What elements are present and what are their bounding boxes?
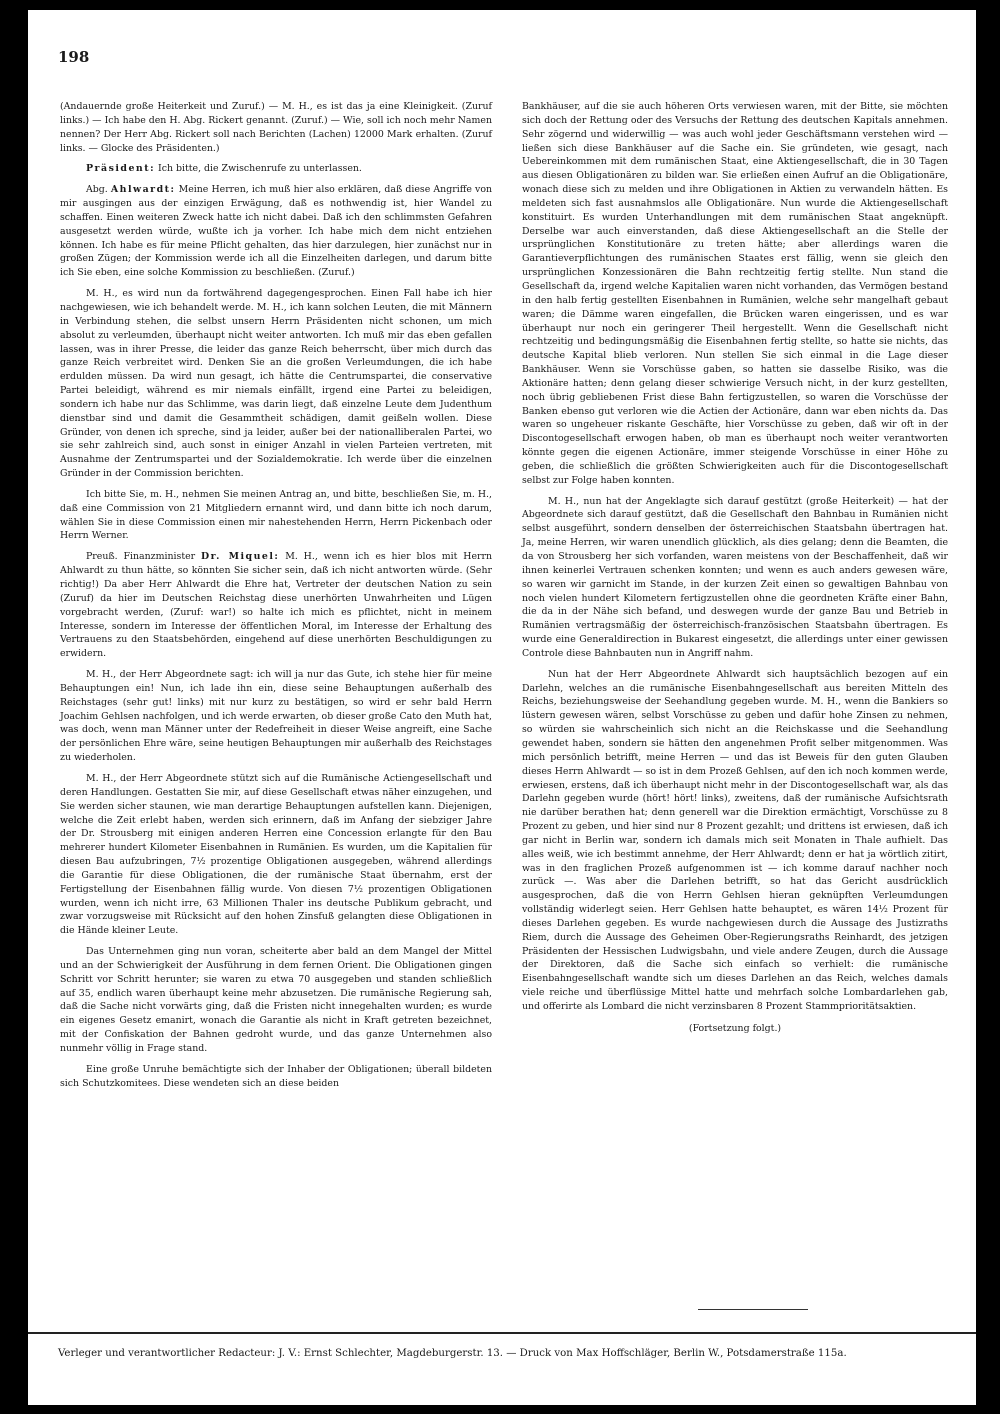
footer-divider — [28, 1332, 976, 1334]
paragraph-text: Ich bitte Sie, m. H., nehmen Sie meinen Antrag an, und bitte, beschließen Sie, m. H., daß eine Commission von 21 Mitgliedern ernannt wird, und dann bitte ich noch darum, wählen Sie in diese Commission einen mir nahestehenden Herrn, Herrn Pickenbach oder Herrn Werner. — [60, 488, 492, 542]
paragraph-text: M. H., nun hat der Angeklagte sich darauf gestützt (große Heiterkeit) — hat der Abgeordnete sich darauf gestützt, daß die Gesellschaft den Bahnbau in Rumänien nicht selbst ausgeführt, sondern denselben der österreichischen Staatsbahn übertragen hat. Ja, meine Herren, wir waren unendlich glücklich, als dies gelang; denn die Beamten, die da von Strousberg her sich vorfanden, waren meistens von der Beschaffenheit, daß wir ihnen keinerlei Vertrauen schenken konnten; und wenn es auch anders gewesen wäre, so waren wir garnicht im Stande, in der kurzen Zeit einen so gewaltigen Bahnbau von noch vielen hundert Kilometern fertigzustellen ohne die geordneten Kräfte einer Bahn, die da in der Nähe sich befand, und deswegen wurde der ganze Bau und Betrieb in Rumänien vertragsmäßig der österreichisch-französischen Staatsbahn übertragen. Es wurde eine Generaldirection in Bukarest eingesetzt, die allerdings unter einer gewissen Controle diese Bahnbauten nun in Angriff nahm. — [522, 495, 948, 659]
paragraph — [60, 550, 492, 661]
speaker-name: Ahlwardt: — [110, 184, 176, 196]
paragraph-text: Meine Herren, ich muß hier also erklären, daß diese Angriffe von mir ausgingen aus der einzigen Erwägung, daß es nothwendig ist, hier Wandel zu schaffen. Einen weiteren Zweck hatte ich nicht dabei. Daß ich den schlimmsten Gefahren ausgesetzt werden würde, wußte ich ja vorher. Ich habe mich dem nicht entziehen können. Ich habe es für meine Pflicht gehalten, das hier darzulegen, hier zunächst nur in großen Zügen; der Kommission werde ich all die Einzelheiten darlegen, und darum bitte ich Sie eben, eine solche Kommission zu beschließen. (Zuruf.) — [60, 184, 493, 279]
paragraph-text: Ich bitte, die Zwischenrufe zu unterlassen. — [155, 163, 362, 175]
paragraph — [60, 183, 492, 280]
paragraph-text: M. H., der Herr Abgeordnete sagt: ich will ja nur das Gute, ich stehe hier für meine Behauptungen ein! Nun, ich lade ihn ein, diese seine Behauptungen außerhalb des Reichstages (sehr gut! links) mit nur kurz zu bestätigen, so wird er sehr bald Herrn Joachim Gehlsen nachfolgen, und ich werde erwarten, ob dieser große Cato den Muth hat, was doch, wenn man Männer unter der Redefreiheit in dieser Weise angreift, eine Sache der persönlichen Ehre wäre, seine heutigen Behauptungen mir außerhalb des Reichstages zu wiederholen. — [60, 669, 492, 764]
page-number: 198 — [58, 48, 90, 66]
paragraph-text: Bankhäuser, auf die sie auch höheren Orts verwiesen waren, mit der Bitte, sie möchten sich doch der Rettung oder des Versuchs der Rettung des deutschen Kapitals annehmen. Sehr zögernd und widerwillig — was auch wohl jeder Geschäftsmann verstehen wird — ließen sich diese Bankhäuser auf die Sache ein. Sie gründeten, wie gesagt, nach Uebereinkommen mit dem rumänischen Staat, eine Aktiengesellschaft, die in 30 Tagen aus diesen Obligationären zu bilden war. Sie erließen einen Aufruf an die Obligationäre, wonach diese sich zu melden und ihre Obligationen in Aktien zu verwandeln hätten. Es meldeten sich fast ausnahmslos alle Obligationäre. Nun wurde die Aktiengesellschaft konstituirt. Es wurden Unterhandlungen mit dem rumänischen Staat angeknüpft. Derselbe war auch einverstanden, daß diese Aktiengesellschaft an die Stelle der ursprünglichen Konstitutionäre zu treten hätte; aber allerdings waren die Garantieverpflichtungen des rumänischen Staates erst fällig, wenn sie gleich den ursprünglichen Konzessionären die Bahn rechtzeitig fertig stellte. Nun stand die Gesellschaft da, irgend welche Kapitalien waren nicht vorhanden, das Vermögen bestand in den halb fertig gestellten Eisenbahnen in Rumänien, welche sehr mangelhaft gebaut waren; die Dämme waren eingefallen, die Brücken waren eingerissen, und es war überhaupt nur noch ein geringerer Theil hergestellt. Wenn die Gesellschaft nicht rechtzeitig und bedingungsmäßig die Eisenbahnen fertig stellte, so hatte sie nichts, das deutsche Kapital blieb verloren. Nun stellen Sie sich einmal in die Lage dieser Bankhäuser. Wenn sie Vorschüsse gaben, so hatten sie dasselbe Risiko, was die Aktionäre hatten; denn gelang dieser schwierige Versuch nicht, in der kurz gestellten, noch übrig gebliebenen Frist diese Bahn fertigzustellen, so waren die Vorschüsse der Banken ebenso gut verloren wie die Actien der Actionäre, dann war eben nichts da. Das waren so ungeheuer riskante Geschäfte, hier Vorschüsse zu geben, daß wir oft in der Discontogesellschaft erwogen haben, ob man es überhaupt noch weiter verantworten könnte gegen die eigenen Actionäre, immer steigende Vorschüsse in einer Höhe zu geben, die schließlich die größten Schwierigkeiten auch für die Discontogesellschaft selbst zur Folge haben konnten. — [522, 101, 948, 486]
paragraph-text: Eine große Unruhe bemächtigte sich der Inhaber der Obligationen; überall bildeten sich Schutzkomitees. Diese wendeten sich an diese beiden — [60, 1063, 492, 1089]
paragraph — [522, 1022, 948, 1036]
imprint-footer: Verleger und verantwortlicher Redacteur: J. V.: Ernst Schlechter, Magdeburgerstr. 13. — Druck von Max Hoffschläger, Berlin W., Potsdamerstraße 115a. — [58, 1348, 847, 1359]
paragraph — [522, 495, 948, 661]
right-column — [522, 100, 948, 1043]
paragraph-text: (Fortsetzung folgt.) — [688, 1022, 782, 1034]
paragraph — [60, 287, 492, 481]
paragraph — [60, 100, 492, 155]
speaker-name: Präsident: — [86, 163, 156, 175]
paragraph-text: Das Unternehmen ging nun voran, scheiterte aber bald an dem Mangel der Mittel und an der Schwierigkeit der Ausführung in dem fernen Orient. Die Obligationen gingen Schritt vor Schritt herunter; sie waren zu etwa 70 ausgegeben und standen schließlich auf 35, endlich waren überhaupt keine mehr abzusetzen. Die rumänische Regierung sah, daß die Sache nicht vorwärts ging, daß die Fristen nicht innegehalten wurden; es wurde ein eigenes Gesetz emanirt, wonach die Garantie als nicht in Kraft getreten bezeichnet, mit der Confiskation der Bahnen gedroht wurde, und das ganze Unternehmen also nunmehr völlig in Frage stand. — [60, 946, 492, 1054]
speaker-name: Dr. Miquel: — [200, 551, 280, 563]
continuation-divider — [698, 1309, 808, 1310]
speaker-title: Preuß. Finanzminister — [86, 551, 201, 563]
paragraph — [60, 668, 492, 765]
paragraph-text: M. H., wenn ich es hier blos mit Herrn Ahlwardt zu thun hätte, so könnten Sie sicher sein, daß ich nicht antworten würde. (Sehr richtig!) Da aber Herr Ahlwardt die Ehre hat, Vertreter der deutschen Nation zu sein (Zuruf) da hier im Deutschen Reichstag diese unerhörten Unwahrheiten und Lügen vorgebracht werden, (Zuruf: war!) so halte ich mich es pflichtet, nicht in meinem Interesse, sondern im Interesse der öffentlichen Moral, im Interesse der Erhaltung des Vertrauens zu den Staatsbehörden, eingehend auf diese unerhörten Beschuldigungen zu erwidern. — [60, 551, 492, 660]
paragraph — [60, 488, 492, 543]
paragraph — [60, 1063, 492, 1091]
paragraph — [60, 945, 492, 1056]
newspaper-page — [28, 10, 976, 1405]
left-column — [60, 100, 492, 1098]
paragraph-text: M. H., der Herr Abgeordnete stützt sich auf die Rumänische Actiengesellschaft und deren Handlungen. Gestatten Sie mir, auf diese Gesellschaft etwas näher einzugehen, und Sie werden sicher staunen, wie man derartige Behauptungen aufstellen kann. Diejenigen, welche die Zeit erlebt haben, werden sich erinnern, daß im Anfang der siebziger Jahre der Dr. Strousberg mit einigen anderen Herren eine Concession erlangte für den Bau mehrerer hundert Kilometer Eisenbahnen in Rumänien. Es wurden, um die Kapitalien für diesen Bau aufzubringen, 7½ prozentige Obligationen ausgegeben, während allerdings die Garantie für diese Obligationen, die der rumänische Staat übernahm, erst der Fertigstellung der Eisenbahnen fällig wurde. Von diesen 7½ prozentigen Obligationen wurden, wenn ich nicht irre, 63 Millionen Thaler ins deutsche Publikum gebracht, und zwar vorzugsweise mit Rücksicht auf den hohen Zinsfuß gelangten diese Obligationen in die Hände kleiner Leute. — [60, 772, 492, 937]
paragraph — [522, 100, 948, 488]
paragraph-text: M. H., es wird nun da fortwährend dagegengesprochen. Einen Fall habe ich hier nachgewiesen, wie ich behandelt werde. M. H., ich kann solchen Leuten, die mit Männern in Verbindung stehen, die selbst unsern Herrn Präsidenten nicht schonen, um mich absolut zu verleumden, überhaupt nicht weiter antworten. Ich muß mir das eben gefallen lassen, was in ihrer Presse, die leider das ganze Reich beherrscht, über mich durch das ganze Reich verbreitet wird. Denken Sie an die großen Verleumdungen, die ich habe erdulden müssen. Da wird nun gesagt, ich hätte die Centrumspartei, die conservative Partei beleidigt, während es mir niemals einfällt, irgend eine Partei zu beleidigen, sondern ich habe nur das Schlimme, was darin liegt, daß einzelne Leute dem Judenthum dienstbar sind und damit die Gesammtheit schädigen, damit geißeln wollen. Diese Gründer, von denen ich spreche, sind ja leider, außer bei der nationalliberalen Partei, wo sie sehr zahlreich sind, auch sonst in einiger Anzahl in vielen Parteien vertreten, mit Ausnahme der Zentrumspartei und der Sozialdemokratie. Ich werde über die einzelnen Gründer in der Commission berichten. — [60, 288, 492, 480]
paragraph-text: (Andauernde große Heiterkeit und Zuruf.) — M. H., es ist das ja eine Kleinigkeit. (Zuruf links.) — Ich habe den H. Abg. Rickert genannt. (Zuruf.) — Wie, soll ich noch mehr Namen nennen? Der Herr Abg. Rickert soll nach Berichten (Lachen) 12000 Mark erhalten. (Zuruf links. — Glocke des Präsidenten.) — [60, 101, 492, 154]
speaker-title: Abg. — [86, 184, 111, 196]
paragraph — [60, 162, 492, 176]
paragraph — [60, 772, 492, 938]
paragraph-text: Nun hat der Herr Abgeordnete Ahlwardt sich hauptsächlich bezogen auf ein Darlehn, welches an die rumänische Eisenbahngesellschaft aus bereiten Mitteln des Reichs, beziehungsweise der Seehandlung gegeben wurde. M. H., wenn die Bankiers so lüstern gewesen wären, selbst Vorschüsse zu geben und dafür hohe Zinsen zu nehmen, so würden sie wahrscheinlich sich nicht an die Reichskasse und die Seehandlung gewendet haben, sondern sie hätten den angenehmen Profit selber mitgenommen. Was mich persönlich betrifft, meine Herren — und das ist Beweis für den guten Glauben dieses Herrn Ahlwardt — so ist in dem Prozeß Gehlsen, auf den ich noch kommen werde, erwiesen, erstens, daß ich überhaupt nicht mehr in der Discontogesellschaft war, als das Darlehn gegeben wurde (hört! hört! links), zweitens, daß der rumänische Aufsichtsrath nie darüber berathen hat; denn generell war die Direktion ermächtigt, Vorschüsse zu 8 Prozent zu geben, und hier sind nur 8 Prozent gezahlt; und drittens ist erwiesen, daß ich gar nicht in Berlin war, sondern ich damals mich seit Monaten in Thale aufhielt. Das alles weiß, wie ich bestimmt annehme, der Herr Ahlwardt; denn er hat ja wörtlich zitirt, was in den fraglichen Prozeß aufgenommen ist — ich komme darauf nachher noch zurück —. Was aber die Darlehen betrifft, so hat das Gericht ausdrücklich ausgesprochen, daß die von Herrn Gehlsen hieran geknüpften Verleumdungen vollständig widerlegt seien. Herr Gehlsen hatte behauptet, es wären 14½ Prozent für dieses Darlehen gegeben. Es wurde nachgewiesen durch die Aussage des Justizraths Riem, durch die Aussage des Geheimen Ober-Regierungsraths Reinhardt, des jetzigen Präsidenten der Hessischen Ludwigsbahn, und viele andere Zeugen, durch die Aussage der Direktoren, daß die Sache sich einfach so verhielt: die rumänische Eisenbahngesellschaft wandte sich um dieses Darlehen an das Reich, welches damals viele reiche und überflüssige Mittel hatte und mehrfach solche Lombardarlehen gab, und offerirte als Lombard die nicht verzinsbaren 8 Prozent Stammprioritätsaktien. — [522, 668, 948, 1012]
paragraph — [522, 668, 948, 1014]
